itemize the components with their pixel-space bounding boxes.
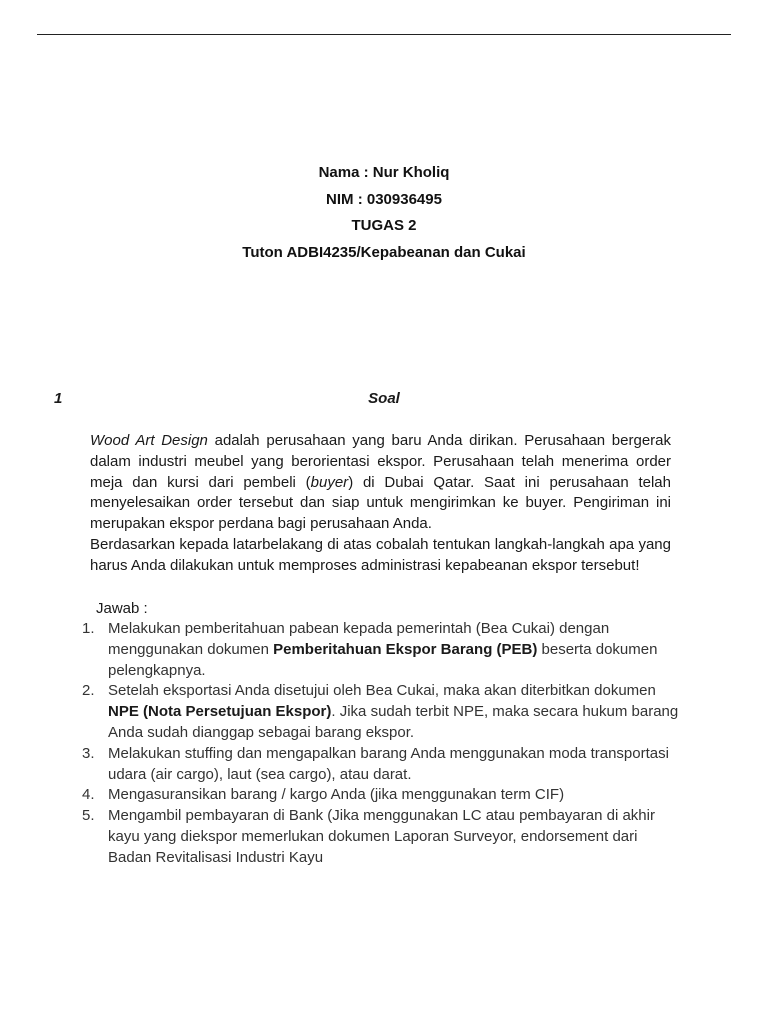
question-title: Soal (368, 390, 400, 407)
assignment-title: TUGAS 2 (351, 217, 417, 234)
question-number: 1 (54, 390, 63, 407)
answer-list (80, 619, 680, 869)
top-rule (37, 34, 731, 35)
question-paragraph-1: Wood Art Design adalah perusahaan yang baru Anda dirikan. Perusahaan bergerak dalam industri meubel yang berorientasi ekspor. Perusahaan telah menerima order meja dan kursi dari pembeli (buyer) di Dubai Qatar. Saat ini perusahaan telah menyelesaikan order tersebut dan siap untuk mengirimkan ke buyer. Pengiriman ini merupakan ekspor perdana bagi perusahaan Anda. (90, 432, 672, 533)
answer-item: 5. Mengambil pembayaran di Bank (Jika menggunakan LC atau pembayaran di akhir kayu yang diekspor memerlukan dokumen Laporan Surveyor, endorsement dari Badan Revitalisasi Industri Kayu (82, 807, 655, 866)
answer-item: 1. Melakukan pemberitahuan pabean kepada pemerintah (Bea Cukai) dengan menggunakan dokumen Pemberitahuan Ekspor Barang (PEB) beserta dokumen pelengkapnya. (82, 620, 658, 679)
answer-label: Jawab : (96, 600, 148, 617)
answer-item: 3. Melakukan stuffing dan mengapalkan barang Anda menggunakan moda transportasi udara (air cargo), laut (sea cargo), atau darat. (82, 744, 669, 783)
question-body (90, 431, 671, 577)
document-header (0, 160, 768, 266)
student-name: Nama : Nur Kholiq (318, 164, 450, 181)
buyer-term: buyer (310, 473, 349, 491)
question-paragraph-2: Berdasarkan kepada latarbelakang di atas cobalah tentukan langkah-langkah apa yang harus Anda dilakukan untuk memproses administrasi kepabeanan ekspor tersebut! (90, 535, 671, 574)
course-title: Tuton ADBI4235/Kepabeanan dan Cukai (242, 243, 526, 261)
answer-item: 4. Mengasuransikan barang / kargo Anda (jika menggunakan term CIF) (82, 786, 565, 804)
student-nim: NIM : 030936495 (326, 190, 442, 208)
company-name: Wood Art Design (90, 432, 208, 449)
answer-item: 2. Setelah eksportasi Anda disetujui oleh Bea Cukai, maka akan diterbitkan dokumen NPE (Nota Persetujuan Ekspor). Jika sudah terbit NPE, maka secara hukum barang Anda sudah dianggap sebagai barang ekspor. (82, 682, 679, 741)
